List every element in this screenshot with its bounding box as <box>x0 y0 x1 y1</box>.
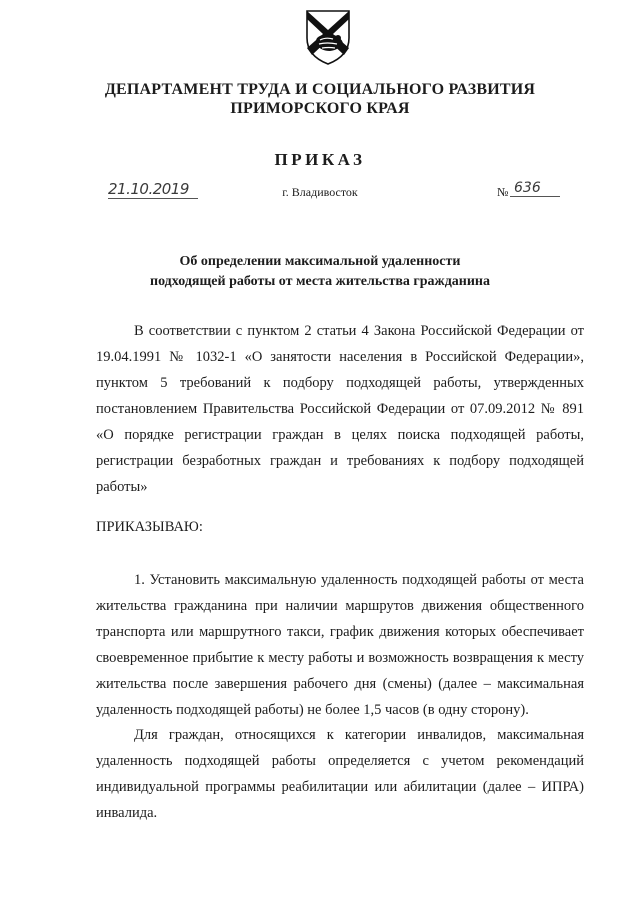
order-date: 21.10.2019 <box>108 180 198 199</box>
order-title: ПРИКАЗ <box>274 150 366 169</box>
item-1-paragraph: 1. Установить максимальную удаленность подходящей работы от места жительства гражданина при наличии маршрутов движения общественного транспорта или маршрутного такси, график движения которых обеспечивает своевременное прибытие к месту работы и возможность возвращения к месту жительства после завершения рабочего дня (смены) (далее – максимальная удаленность подходящей работы) не более 1,5 часов (в одну сторону). <box>96 572 584 718</box>
order-city: г. Владивосток <box>282 185 358 199</box>
item-1-disabled-paragraph: Для граждан, относящихся к категории инвалидов, максимальная удаленность подходящей работы определяется с учетом рекомендаций индивидуальной программы реабилитации или абилитации (далее – ИПРА) инвалида. <box>96 727 584 821</box>
preamble-paragraph: В соответствии с пунктом 2 статьи 4 Закона Российской Федерации от 19.04.1991 № 1032-1 «О занятости населения в Российской Федерации», пунктом 5 требований к подбору подходящей работы, утвержденных постановлением Правительства Российской Федерации от 07.09.2012 № 891 «О порядке регистрации граждан в целях поиска подходящей работы, регистрации безработных граждан и требованиях к подбору подходящей работы» <box>96 323 584 495</box>
decree-word: ПРИКАЗЫВАЮ: <box>96 519 203 535</box>
order-subject <box>0 252 640 292</box>
order-number: 636 <box>510 180 560 197</box>
subject-line-2: подходящей работы от места жительства гражданина <box>150 274 490 289</box>
department-line-1: ДЕПАРТАМЕНТ ТРУДА И СОЦИАЛЬНОГО РАЗВИТИЯ <box>104 81 536 98</box>
department-line-2: ПРИМОРСКОГО КРАЯ <box>230 100 410 117</box>
primorsky-krai-coat-of-arms-icon <box>304 8 352 66</box>
subject-line-1: Об определении максимальной удаленности <box>179 254 461 269</box>
order-number-label: № <box>497 185 509 199</box>
department-name <box>0 80 640 118</box>
